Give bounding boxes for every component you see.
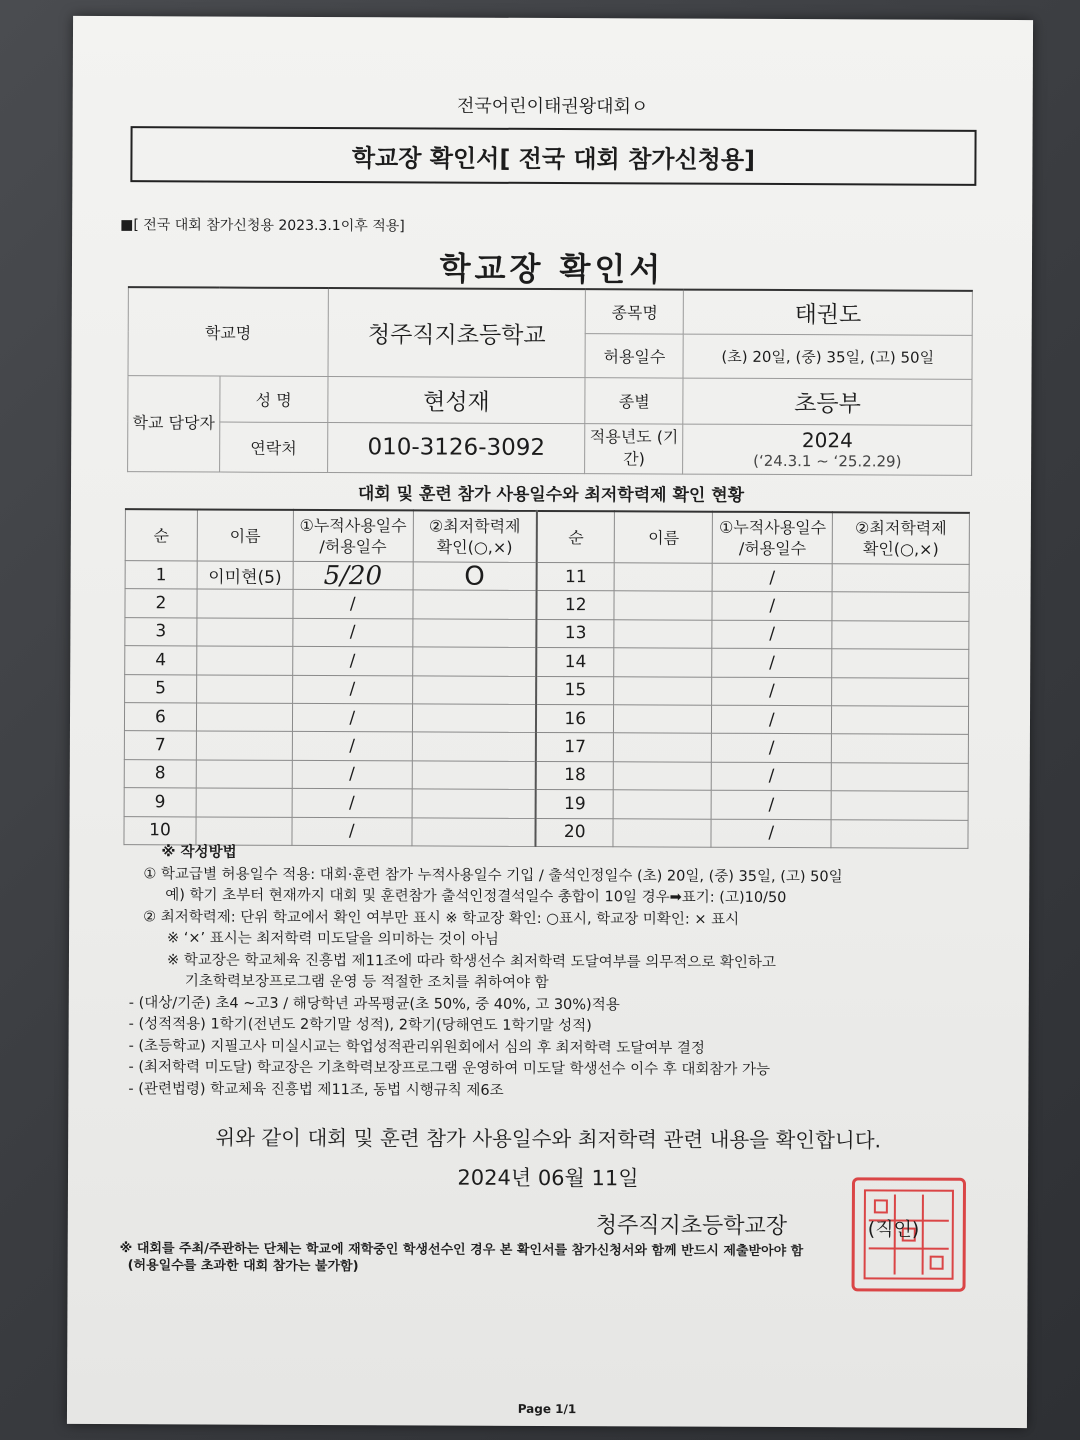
student-name xyxy=(614,591,712,620)
student-name xyxy=(196,703,292,732)
header-no: 순 xyxy=(125,509,197,561)
event-name: 전국어린이태권왕대회ㅇ xyxy=(457,95,649,118)
days-used: / xyxy=(712,620,832,649)
student-name xyxy=(614,648,712,677)
row-number: 19 xyxy=(536,790,614,819)
days-used: / xyxy=(712,762,832,791)
academic-check xyxy=(412,789,536,818)
row-number: 5 xyxy=(125,674,197,703)
note-line: ① 학교급별 허용일수 적용: 대회·훈련 참가 누적사용일수 기입 / 출석인정일수 (초) 20일, (중) 35일, (고) 50일 xyxy=(143,865,843,885)
row-number: 17 xyxy=(536,733,614,762)
student-name xyxy=(196,675,292,704)
note-line: ※ 학교장은 학교체육 진흥법 제11조에 따라 학생선수 최저학력 도달여부를 의무적으로 확인하고 xyxy=(166,951,776,971)
days-used: / xyxy=(712,592,832,621)
student-name xyxy=(614,762,712,791)
document-title: 학교장 확인서 xyxy=(439,249,665,289)
row-number: 2 xyxy=(125,589,197,618)
confirm-date: 2024년 06월 11일 xyxy=(457,1165,639,1191)
table-row xyxy=(125,646,969,678)
table-row xyxy=(125,589,969,621)
note-line: ※ ‘×’ 표시는 최저학력 미도달을 의미하는 것이 아님 xyxy=(167,930,500,948)
row-number: 18 xyxy=(536,761,614,790)
row-number: 4 xyxy=(125,646,197,675)
student-name xyxy=(197,646,293,675)
academic-check xyxy=(413,590,537,619)
apply-note: ■[ 전국 대회 참가신청용 2023.3.1이후 적용] xyxy=(120,217,405,235)
days-used: / xyxy=(712,677,832,706)
academic-check xyxy=(832,592,969,621)
note-line: - (관련법령) 학교체육 진흥법 제11조, 동법 시행규칙 제6조 xyxy=(128,1080,504,1099)
row-number: 15 xyxy=(536,676,614,705)
academic-check xyxy=(832,649,969,678)
days-used: 5/20 xyxy=(293,561,413,590)
student-name xyxy=(196,731,292,760)
academic-check xyxy=(412,761,536,790)
school-name: 청주직지초등학교 xyxy=(328,288,586,377)
header-check: ②최저학력제 확인(○,×) xyxy=(832,512,969,564)
status-table xyxy=(123,508,969,849)
principal-name: 청주직지초등학교장 xyxy=(595,1213,788,1240)
days-used: / xyxy=(712,734,832,763)
sport-label: 종목명 xyxy=(586,289,684,333)
student-name xyxy=(614,620,712,649)
document-paper xyxy=(67,16,1033,1428)
note-line: - (대상/기준) 초4 ~고3 / 해당학년 과목평균(초 50%, 중 40%, 고 30%)적용 xyxy=(128,994,620,1013)
row-number: 9 xyxy=(124,788,196,817)
year-label: 적용년도 (기간) xyxy=(585,423,683,473)
student-name xyxy=(615,563,713,592)
days-used: / xyxy=(712,648,832,677)
student-name: 이미현(5) xyxy=(197,561,293,590)
days-used: / xyxy=(293,590,413,619)
notes-heading: ※ 작성방법 xyxy=(161,844,237,861)
sport-value: 태권도 xyxy=(684,290,973,335)
academic-check xyxy=(412,732,536,761)
table-row xyxy=(125,561,969,593)
days-used: / xyxy=(292,760,412,789)
days-used: / xyxy=(712,705,832,734)
academic-check xyxy=(832,677,969,706)
school-label: 학교명 xyxy=(128,287,328,376)
row-number: 20 xyxy=(535,818,613,847)
footer-note-line: ※ 대회를 주최/주관하는 단체는 학교에 재학중인 학생선수인 경우 본 확인서를 참가신청서와 함께 반드시 제출받아야 함 xyxy=(119,1241,804,1260)
allowed-days-label: 허용일수 xyxy=(585,333,683,377)
student-name xyxy=(196,816,292,845)
division-value: 초등부 xyxy=(683,378,972,425)
note-line: 기초학력보장프로그램 운영 등 적절한 조치를 취하여야 함 xyxy=(184,973,549,991)
header-days: ①누적사용일수 /허용일수 xyxy=(712,512,832,564)
division-label: 종별 xyxy=(585,377,683,423)
days-used: / xyxy=(292,675,412,704)
academic-check xyxy=(831,734,968,763)
days-used: / xyxy=(711,819,831,848)
student-name xyxy=(614,790,712,819)
note-line: - (최저학력 미도달) 학교장은 기초학력보장프로그램 운영하여 미도달 학생선수 이수 후 대회참가 가능 xyxy=(128,1059,771,1078)
note-line: - (초등학교) 지필고사 미실시교는 학업성적관리위원회에서 심의 후 최저학력 도달여부 결정 xyxy=(128,1037,705,1057)
student-name xyxy=(197,618,293,647)
row-number: 3 xyxy=(125,617,197,646)
academic-check xyxy=(412,647,536,676)
row-number: 16 xyxy=(536,704,614,733)
academic-check: O xyxy=(413,562,537,591)
row-number: 1 xyxy=(125,561,197,590)
note-line: ② 최저학력제: 단위 학교에서 확인 여부만 표시 ※ 학교장 확인: ○표시, 학교장 미확인: × 표시 xyxy=(143,908,740,928)
academic-check xyxy=(412,817,536,846)
student-name xyxy=(614,733,712,762)
days-used: / xyxy=(293,618,413,647)
row-number: 10 xyxy=(124,816,196,845)
row-number: 13 xyxy=(536,619,614,648)
row-number: 14 xyxy=(536,648,614,677)
row-number: 12 xyxy=(536,591,614,620)
student-name xyxy=(614,705,712,734)
academic-check xyxy=(831,791,968,820)
academic-check xyxy=(832,706,969,735)
contact-value: 010-3126-3092 xyxy=(327,422,585,473)
academic-check xyxy=(412,704,536,733)
note-line: 예) 학기 초부터 현재까지 대회 및 훈련참가 출석인정결석일수 총합이 10일 경우➡표기: (고)10/50 xyxy=(165,887,787,907)
academic-check xyxy=(831,819,968,848)
name-label: 성 명 xyxy=(220,376,328,422)
footer-note-line: (허용일수를 초과한 대회 참가는 불가함) xyxy=(127,1258,359,1275)
year-cell xyxy=(683,424,972,475)
manager-name: 현성재 xyxy=(328,376,586,423)
header-name: 이름 xyxy=(615,511,713,563)
manager-label: 학교 담당자 xyxy=(128,375,220,471)
table-row xyxy=(124,788,968,820)
days-used: / xyxy=(292,647,412,676)
status-title: 대회 및 훈련 참가 사용일수와 최저학력제 확인 현황 xyxy=(357,484,745,506)
table-row xyxy=(124,703,968,735)
student-name xyxy=(614,676,712,705)
student-name xyxy=(197,589,293,618)
student-name xyxy=(196,788,292,817)
days-used: / xyxy=(292,703,412,732)
header-no: 순 xyxy=(537,511,615,563)
allowed-days-value: (초) 20일, (중) 35일, (고) 50일 xyxy=(683,334,972,379)
days-used: / xyxy=(711,790,831,819)
note-line: - (성적적용) 1학기(전년도 2학기말 성적), 2학기(당해연도 1학기말 성적) xyxy=(128,1016,592,1035)
student-name xyxy=(196,760,292,789)
days-used: / xyxy=(292,732,412,761)
row-number: 8 xyxy=(124,759,196,788)
days-used: / xyxy=(712,563,832,592)
row-number: 6 xyxy=(124,703,196,732)
table-row xyxy=(125,674,969,706)
row-number: 11 xyxy=(537,562,615,591)
header-name: 이름 xyxy=(197,509,293,561)
header-days: ①누적사용일수 /허용일수 xyxy=(293,510,413,562)
footer-note xyxy=(120,1240,1000,1278)
student-name xyxy=(613,818,711,847)
table-row xyxy=(124,731,968,763)
academic-check xyxy=(831,762,968,791)
form-title-box: 학교장 확인서[ 전국 대회 참가신청용] xyxy=(130,126,976,186)
days-used: / xyxy=(292,817,412,846)
row-number: 7 xyxy=(124,731,196,760)
page-number: Page 1/1 xyxy=(517,1401,577,1417)
info-table xyxy=(127,286,973,475)
academic-check xyxy=(412,675,536,704)
year-value: 2024 xyxy=(801,428,853,453)
table-row xyxy=(125,617,969,649)
table-row xyxy=(124,759,968,791)
contact-label: 연락처 xyxy=(219,422,327,472)
seal-label: (직인) xyxy=(867,1218,920,1241)
header-check: ②최저학력제 확인(○,×) xyxy=(413,510,537,562)
year-period: (‘24.3.1 ~ ‘25.2.29) xyxy=(753,451,902,471)
writing-notes xyxy=(120,842,1001,1104)
confirm-statement: 위와 같이 대회 및 훈련 참가 사용일수와 최저학력 관련 내용을 확인합니다. xyxy=(215,1125,882,1153)
academic-check xyxy=(832,564,969,593)
academic-check xyxy=(412,619,536,648)
academic-check xyxy=(832,621,969,650)
days-used: / xyxy=(292,788,412,817)
